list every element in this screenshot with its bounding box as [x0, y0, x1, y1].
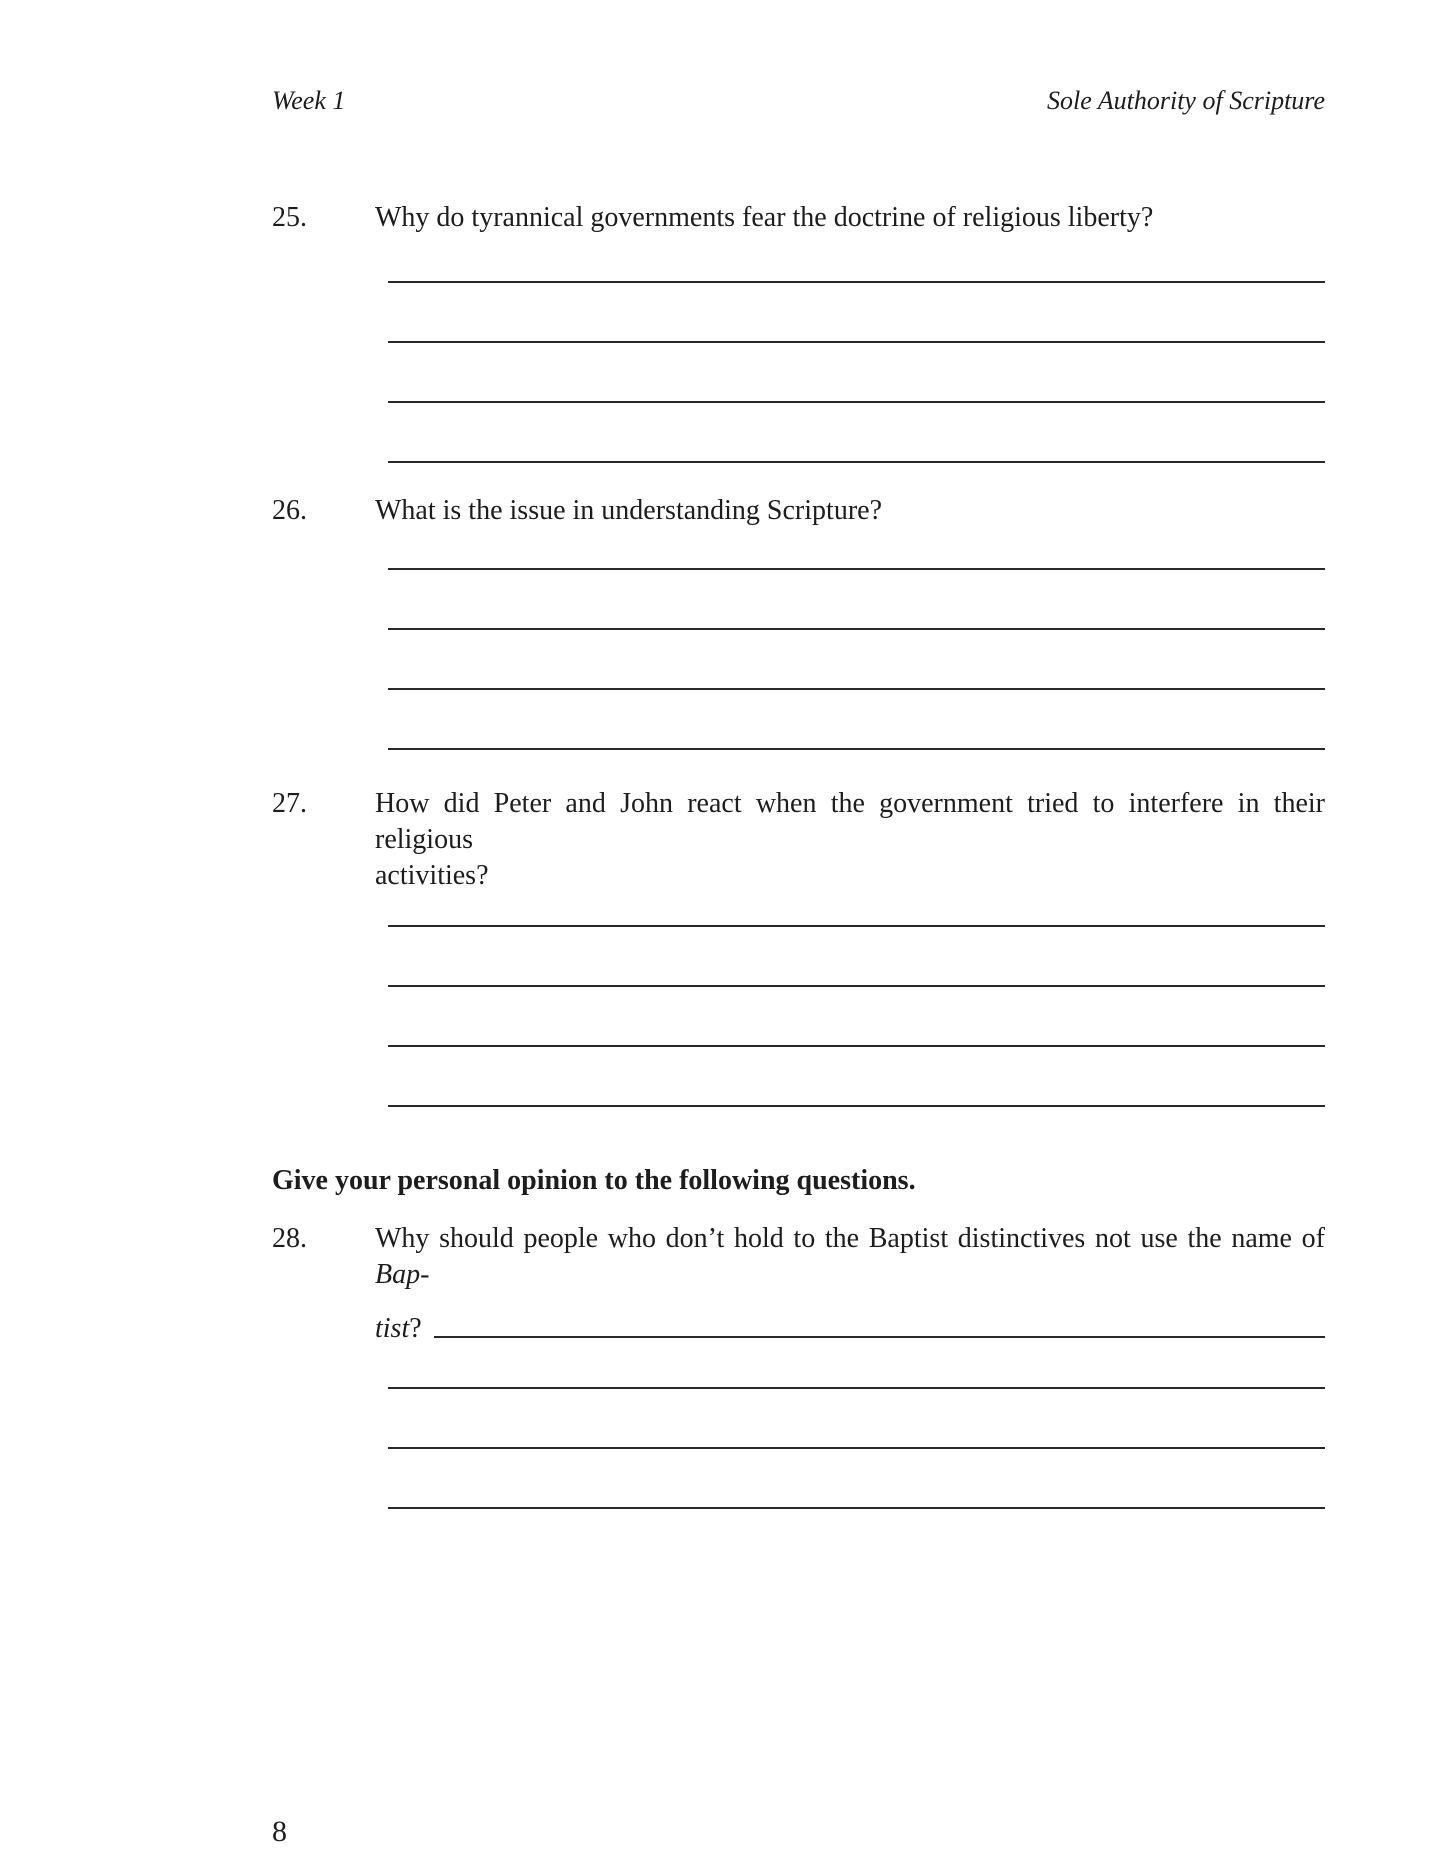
question-27 — [272, 786, 1325, 1107]
header-week-label: Week 1 — [272, 86, 346, 115]
answer-blank-line — [388, 987, 1325, 1047]
question-text: Why do tyrannical governments fear the doctrine of religious liberty? — [375, 202, 1154, 233]
section-instruction-heading: Give your personal opinion to the following questions. — [272, 1165, 916, 1196]
answer-blank-line-inline — [434, 1336, 1325, 1338]
answer-blank-line — [388, 403, 1325, 463]
answer-lines-group — [388, 867, 1325, 1107]
question-text-line1: Why should people who don’t hold to the Baptist distinctives not use the name of Bap- — [375, 1223, 1325, 1290]
question-text-line2: tist? — [375, 1311, 1325, 1347]
question-text — [375, 1221, 1325, 1347]
page-number: 8 — [272, 1815, 287, 1848]
answer-blank-line — [388, 1449, 1325, 1509]
question-number: 26. — [272, 495, 307, 526]
question-text-line2: activities? — [375, 860, 489, 891]
answer-lines-group — [388, 223, 1325, 463]
answer-blank-line — [388, 927, 1325, 987]
answer-blank-line — [388, 630, 1325, 690]
question-25-row — [272, 200, 1325, 236]
question-number: 28. — [272, 1223, 307, 1254]
question-text — [375, 786, 1325, 894]
answer-blank-line — [388, 283, 1325, 343]
answer-blank-line — [388, 343, 1325, 403]
answer-blank-line — [388, 1389, 1325, 1449]
answer-lines-group — [388, 1329, 1325, 1509]
question-number: 27. — [272, 788, 307, 819]
question-25 — [272, 200, 1325, 463]
answer-blank-line — [388, 1047, 1325, 1107]
header-course-title: Sole Authority of Scripture — [1046, 86, 1325, 115]
question-28-row — [272, 1221, 1325, 1347]
page-header — [272, 86, 1325, 116]
question-28 — [272, 1221, 1325, 1509]
answer-blank-line — [388, 570, 1325, 630]
answer-lines-group — [388, 510, 1325, 750]
italic-word-part: Bap- — [375, 1259, 430, 1290]
question-text-line1: How did Peter and John react when the government tried to interfere in their religious — [375, 788, 1325, 855]
answer-blank-line — [388, 690, 1325, 750]
page-content — [272, 0, 1325, 1850]
question-number: 25. — [272, 202, 307, 233]
question-text: What is the issue in understanding Scripture? — [375, 495, 882, 526]
question-27-row — [272, 786, 1325, 894]
question-26-row — [272, 493, 1325, 529]
italic-word-part: tist — [375, 1313, 410, 1344]
question-26 — [272, 493, 1325, 750]
